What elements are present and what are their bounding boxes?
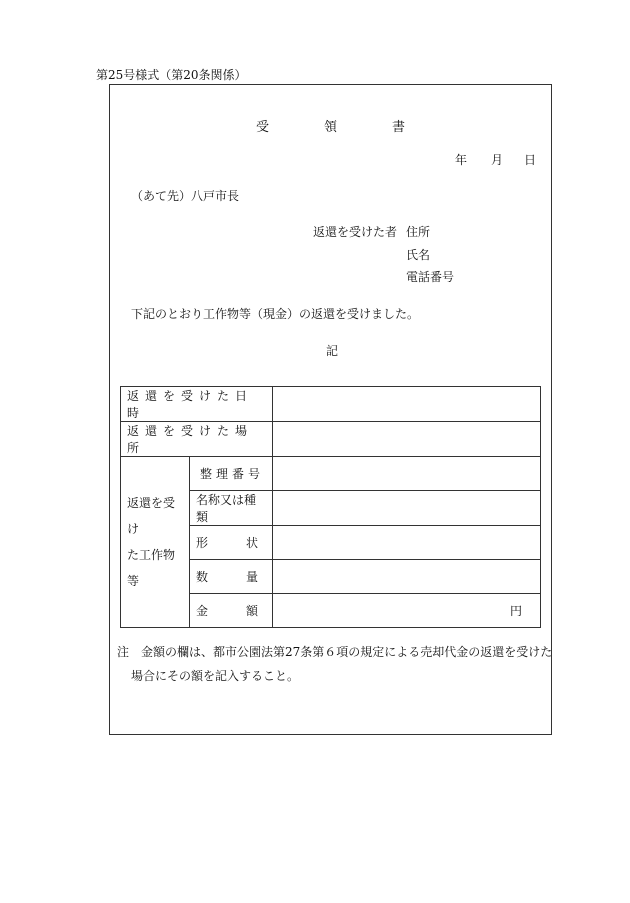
group-label-line2: た工作物等 bbox=[127, 548, 176, 588]
note-line-1: 注 金額の欄は、都市公園法第27条第６項の規定による売却代金の返還を受けた bbox=[117, 645, 553, 659]
amount-value: 円 bbox=[273, 594, 541, 628]
return-place-value bbox=[273, 422, 541, 457]
return-table bbox=[120, 386, 541, 628]
return-datetime-value bbox=[273, 387, 541, 422]
shape-value bbox=[273, 526, 541, 560]
name-or-type-label: 名称又は種類 bbox=[190, 491, 273, 526]
table-row bbox=[121, 457, 541, 491]
amount-label-part1: 金 bbox=[196, 604, 209, 618]
addressee: （あて先）八戸市長 bbox=[131, 189, 240, 203]
shape-label bbox=[190, 526, 273, 560]
group-label-line1: 返還を受け bbox=[127, 496, 176, 536]
ki-label: 記 bbox=[326, 344, 339, 358]
recipient-address-label: 住所 bbox=[406, 225, 431, 239]
form-title: 受領書 bbox=[256, 120, 461, 135]
date-month-label: 月 bbox=[491, 153, 504, 167]
form-number: 第25号様式（第20条関係） bbox=[96, 68, 247, 82]
shape-label-part2: 状 bbox=[246, 536, 259, 550]
quantity-label-part1: 数 bbox=[196, 570, 209, 584]
quantity-label bbox=[190, 560, 273, 594]
quantity-label-part2: 量 bbox=[246, 570, 259, 584]
date-year-label: 年 bbox=[455, 153, 468, 167]
returned-items-group-label bbox=[121, 457, 190, 628]
quantity-value bbox=[273, 560, 541, 594]
shape-label-part1: 形 bbox=[196, 536, 209, 550]
return-datetime-label: 返還を受けた日時 bbox=[121, 387, 273, 422]
table-row bbox=[121, 387, 541, 422]
amount-label bbox=[190, 594, 273, 628]
date-day-label: 日 bbox=[524, 153, 537, 167]
recipient-name-label: 氏名 bbox=[406, 248, 431, 262]
table-row bbox=[121, 422, 541, 457]
name-or-type-value bbox=[273, 491, 541, 526]
recipient-label: 返還を受けた者 bbox=[313, 225, 398, 239]
recipient-phone-label: 電話番号 bbox=[406, 270, 455, 284]
return-place-label: 返還を受けた場所 bbox=[121, 422, 273, 457]
note-line-2: 場合にその額を記入すること。 bbox=[131, 669, 300, 683]
statement: 下記のとおり工作物等（現金）の返還を受けました。 bbox=[131, 307, 420, 321]
amount-label-part2: 額 bbox=[246, 604, 259, 618]
reference-number-value bbox=[273, 457, 541, 491]
reference-number-label: 整理番号 bbox=[190, 457, 273, 491]
